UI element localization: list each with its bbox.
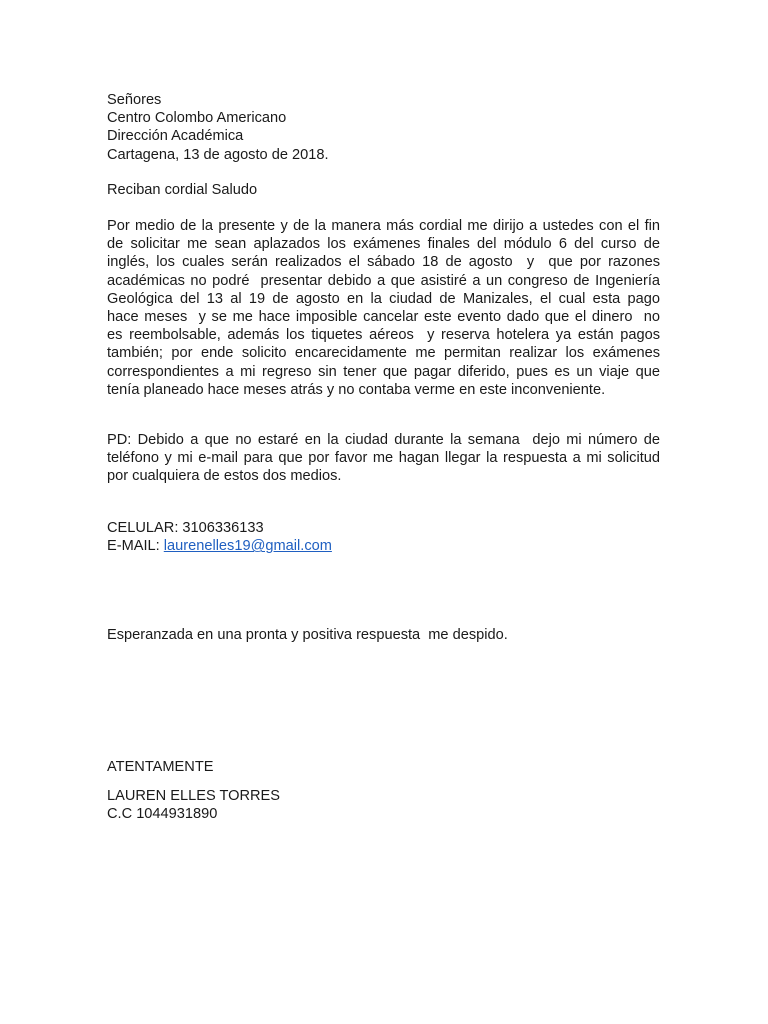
signoff bbox=[107, 758, 660, 776]
body-line: correspondientes a mi regreso sin tener que pagar diferido, pues es un viaje que bbox=[107, 363, 660, 380]
email-link[interactable]: laurenelles19@gmail.com bbox=[163, 538, 332, 555]
address-line: Cartagena, 13 de agosto de 2018. bbox=[107, 146, 329, 163]
address-line: Señores bbox=[107, 92, 162, 108]
body-line: Geológica del 13 al 19 de agosto en la ciudad de Manizales, el cual esta pago bbox=[107, 290, 660, 307]
greeting-text: Reciban cordial Saludo bbox=[107, 182, 258, 198]
closing-text: Esperanzada en una pronta y positiva respuesta me despido. bbox=[107, 627, 508, 643]
signature-block bbox=[107, 787, 660, 823]
recipient-address bbox=[107, 91, 660, 164]
body-line: de solicitar me sean aplazados los exámenes finales del módulo 6 del curso de bbox=[107, 236, 660, 253]
signer-id: C.C 1044931890 bbox=[107, 806, 218, 823]
body-line: Por medio de la presente y de la manera más cordial me dirijo a ustedes con el fin bbox=[107, 218, 660, 234]
body-line: hace meses y se me hace imposible cancelar este evento dado que el dinero no bbox=[107, 309, 660, 326]
phone-line: CELULAR: 3106336133 bbox=[107, 520, 264, 536]
postscript-line: PD: Debido a que no estaré en la ciudad durante la semana dejo mi número de bbox=[107, 432, 660, 448]
body-line: inglés, los cuales serán realizados el sábado 18 de agosto y que por razones bbox=[107, 254, 660, 271]
email-line bbox=[107, 537, 660, 555]
body-line: es reembolsable, además los tiquetes aéreos y reserva hotelera ya están pagos bbox=[107, 327, 660, 344]
postscript-paragraph bbox=[107, 431, 660, 486]
contact-info bbox=[107, 519, 660, 555]
greeting bbox=[107, 181, 660, 199]
signoff-text: ATENTAMENTE bbox=[107, 759, 214, 775]
postscript-line: teléfono y mi e-mail para que por favor me hagan llegar la respuesta a mi solicitud bbox=[107, 450, 660, 467]
body-line: también; por ende solicito encarecidamente me permitan realizar los exámenes bbox=[107, 345, 660, 362]
body-paragraph bbox=[107, 217, 660, 399]
body-line: académicas no podré presentar debido a que asistiré a un congreso de Ingeniería bbox=[107, 272, 660, 289]
address-line: Dirección Académica bbox=[107, 128, 244, 145]
body-line: tenía planeado hace meses atrás y no contaba verme en este inconveniente. bbox=[107, 381, 606, 398]
email-label: E-MAIL: bbox=[107, 538, 164, 555]
signer-name: LAUREN ELLES TORRES bbox=[107, 788, 281, 804]
address-line: Centro Colombo Americano bbox=[107, 110, 287, 127]
postscript-line: por cualquiera de estos dos medios. bbox=[107, 468, 342, 485]
closing bbox=[107, 626, 660, 644]
